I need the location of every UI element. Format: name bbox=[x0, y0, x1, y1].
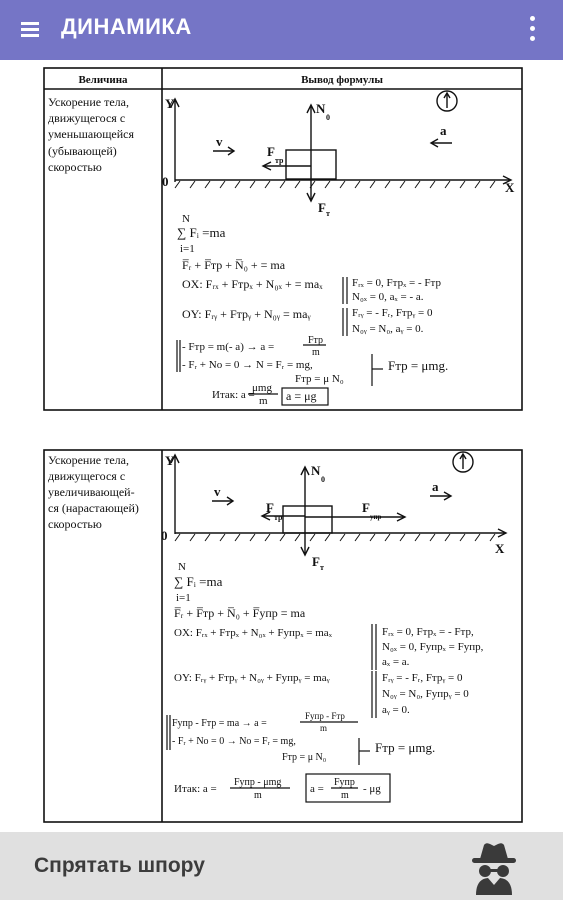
svg-text:aᵧ = 0.: aᵧ = 0. bbox=[382, 704, 410, 716]
svg-text:aₓ = a.: aₓ = a. bbox=[382, 656, 410, 668]
svg-text:F: F bbox=[267, 144, 275, 159]
svg-text:Fᵣₓ = 0, Fтрₓ = - Fтр,: Fᵣₓ = 0, Fтрₓ = - Fтр, bbox=[382, 626, 474, 638]
svg-text:увеличивающей-: увеличивающей- bbox=[48, 485, 135, 499]
svg-text:движущегося с: движущегося с bbox=[48, 469, 126, 483]
svg-text:тр: тр bbox=[275, 156, 284, 165]
svg-text:Fтр = μmg.: Fтр = μmg. bbox=[388, 358, 449, 373]
svg-text:a: a bbox=[432, 479, 439, 494]
svg-text:Y: Y bbox=[165, 453, 175, 468]
svg-text:движущегося с: движущегося с bbox=[48, 111, 126, 125]
cheat-sheet-image bbox=[0, 60, 563, 832]
svg-text:N₀ᵧ = N₀, aᵧ = 0.: N₀ᵧ = N₀, aᵧ = 0. bbox=[352, 323, 424, 335]
svg-text:∑ Fᵢ =ma: ∑ Fᵢ =ma bbox=[177, 225, 226, 240]
svg-text:a: a bbox=[440, 123, 447, 138]
svg-text:0: 0 bbox=[321, 475, 325, 484]
svg-text:F: F bbox=[312, 554, 320, 569]
svg-text:Fᵣᵧ = - Fᵣ, Fтрᵧ = 0: Fᵣᵧ = - Fᵣ, Fтрᵧ = 0 bbox=[352, 307, 433, 319]
svg-text:Fупр - μmg: Fупр - μmg bbox=[234, 777, 282, 788]
svg-text:v: v bbox=[214, 484, 221, 499]
svg-text:i=1: i=1 bbox=[176, 592, 191, 604]
svg-text:X: X bbox=[505, 180, 515, 195]
svg-text:Fтр: Fтр bbox=[308, 335, 324, 346]
svg-text:Ускорение тела,: Ускорение тела, bbox=[48, 453, 129, 467]
svg-text:ся (нарастающей): ся (нарастающей) bbox=[48, 501, 139, 515]
bottom-bar bbox=[0, 832, 563, 900]
svg-text:N₀ₓ = 0, aₓ = - a.: N₀ₓ = 0, aₓ = - a. bbox=[352, 291, 424, 303]
svg-text:уменьшающейся: уменьшающейся bbox=[48, 127, 135, 141]
header-quantity: Величина bbox=[78, 74, 128, 86]
svg-text:скоростью: скоростью bbox=[48, 517, 102, 531]
svg-text:a = μg: a = μg bbox=[286, 389, 317, 403]
svg-text:OX: Fᵣₓ + Fтрₓ + N₀ₓ + Fупрₓ =: OX: Fᵣₓ + Fтрₓ + N₀ₓ + Fупрₓ = maₓ bbox=[174, 627, 332, 639]
svg-text:OY: Fᵣᵧ + Fтрᵧ + N₀ᵧ + Fупрᵧ =: OY: Fᵣᵧ + Fтрᵧ + N₀ᵧ + Fупрᵧ = maᵧ bbox=[174, 672, 330, 684]
hide-cheatsheet-button[interactable]: Спрятать шпору bbox=[34, 854, 205, 877]
svg-text:Fᵣₓ = 0, Fтрₓ = - Fтр: Fᵣₓ = 0, Fтрₓ = - Fтр bbox=[352, 277, 441, 289]
row1-equations bbox=[177, 213, 448, 407]
svg-text:F̅ᵣ + F̅тр + N̅₀ + = ma: F̅ᵣ + F̅тр + N̅₀ + = ma bbox=[182, 258, 286, 272]
svg-text:- Fᵣ + No = 0 → No = Fᵣ = mg: - Fᵣ + No = 0 → No = Fᵣ = mg, bbox=[172, 736, 296, 747]
svg-text:i=1: i=1 bbox=[180, 243, 195, 255]
svg-text:Итак: a =: Итак: a = bbox=[174, 783, 217, 795]
incognito-icon[interactable] bbox=[466, 839, 522, 895]
svg-text:X: X bbox=[495, 541, 505, 556]
svg-text:N₀ᵧ = N₀, Fупрᵧ = 0: N₀ᵧ = N₀, Fупрᵧ = 0 bbox=[382, 688, 469, 700]
header-derivation: Вывод формулы bbox=[301, 74, 383, 86]
svg-text:Fупр - Fтр = ma → a =: Fупр - Fтр = ma → a = bbox=[172, 718, 267, 729]
svg-text:N: N bbox=[316, 101, 326, 116]
row2-equations bbox=[172, 561, 484, 801]
svg-text:Fтр = μ N₀: Fтр = μ N₀ bbox=[295, 373, 344, 385]
more-vert-icon bbox=[530, 16, 535, 21]
row1-quantity bbox=[48, 95, 135, 174]
svg-text:∑ Fᵢ =ma: ∑ Fᵢ =ma bbox=[174, 574, 223, 589]
row1-diagram-labels bbox=[162, 96, 515, 218]
menu-icon bbox=[21, 22, 39, 25]
svg-text:0: 0 bbox=[162, 174, 169, 189]
svg-text:Fупр: Fупр bbox=[334, 777, 355, 788]
svg-text:т: т bbox=[320, 563, 324, 572]
svg-text:(убывающей): (убывающей) bbox=[48, 144, 117, 158]
row2-diagram-labels bbox=[161, 453, 505, 572]
svg-text:0: 0 bbox=[161, 528, 168, 543]
svg-text:N: N bbox=[182, 213, 190, 225]
svg-text:Fтр = μmg.: Fтр = μmg. bbox=[375, 740, 436, 755]
cheat-sheet-content[interactable] bbox=[0, 60, 563, 832]
svg-text:N₀ₓ = 0, Fупрₓ = Fупр,: N₀ₓ = 0, Fупрₓ = Fупр, bbox=[382, 641, 484, 653]
svg-text:OY: Fᵣᵧ + Fтрᵧ + N₀ᵧ = maᵧ: OY: Fᵣᵧ + Fтрᵧ + N₀ᵧ = maᵧ bbox=[182, 307, 311, 321]
svg-text:F: F bbox=[318, 200, 326, 215]
svg-text:m: m bbox=[341, 790, 349, 801]
svg-text:a =: a = bbox=[310, 783, 324, 795]
svg-text:Y: Y bbox=[165, 96, 175, 111]
svg-text:Итак: a =: Итак: a = bbox=[212, 389, 255, 401]
svg-text:- Fᵣ + No = 0 → N = Fᵣ = mg,: - Fᵣ + No = 0 → N = Fᵣ = mg, bbox=[182, 359, 313, 371]
svg-text:OX: Fᵣₓ + Fтрₓ + N₀ₓ + = maₓ: OX: Fᵣₓ + Fтрₓ + N₀ₓ + = maₓ bbox=[182, 277, 323, 291]
svg-text:F: F bbox=[266, 500, 274, 515]
svg-text:m: m bbox=[312, 347, 320, 358]
svg-text:0: 0 bbox=[326, 113, 330, 122]
svg-text:скоростью: скоростью bbox=[48, 160, 102, 174]
svg-text:Fтр = μ N₀: Fтр = μ N₀ bbox=[282, 752, 327, 763]
svg-text:тр: тр bbox=[274, 513, 283, 522]
svg-text:m: m bbox=[259, 395, 268, 407]
svg-text:F̅ᵣ + F̅тр + N̅₀ + F̅упр = ma: F̅ᵣ + F̅тр + N̅₀ + F̅упр = ma bbox=[174, 606, 306, 620]
more-options-button[interactable] bbox=[520, 12, 544, 46]
svg-text:Fупр - Fтр: Fупр - Fтр bbox=[305, 711, 345, 721]
svg-text:- μg: - μg bbox=[363, 783, 381, 795]
row2-diagram bbox=[171, 452, 506, 555]
svg-text:- Fтр = m(- a) → a =: - Fтр = m(- a) → a = bbox=[182, 341, 275, 353]
svg-text:N: N bbox=[311, 463, 321, 478]
svg-text:m: m bbox=[254, 790, 262, 801]
svg-text:Ускорение тела,: Ускорение тела, bbox=[48, 95, 129, 109]
svg-text:v: v bbox=[216, 134, 223, 149]
svg-text:F: F bbox=[362, 500, 370, 515]
menu-button[interactable] bbox=[14, 14, 46, 46]
svg-text:μmg: μmg bbox=[252, 382, 272, 394]
svg-text:т: т bbox=[326, 209, 330, 218]
svg-text:N: N bbox=[178, 561, 186, 573]
app-bar bbox=[0, 0, 563, 60]
svg-text:упр: упр bbox=[370, 513, 382, 521]
svg-text:m: m bbox=[320, 723, 328, 733]
app-title: ДИНАМИКА bbox=[61, 14, 192, 39]
svg-text:Fᵣᵧ = - Fᵣ, Fтрᵧ = 0: Fᵣᵧ = - Fᵣ, Fтрᵧ = 0 bbox=[382, 672, 463, 684]
row2-quantity bbox=[48, 453, 139, 531]
